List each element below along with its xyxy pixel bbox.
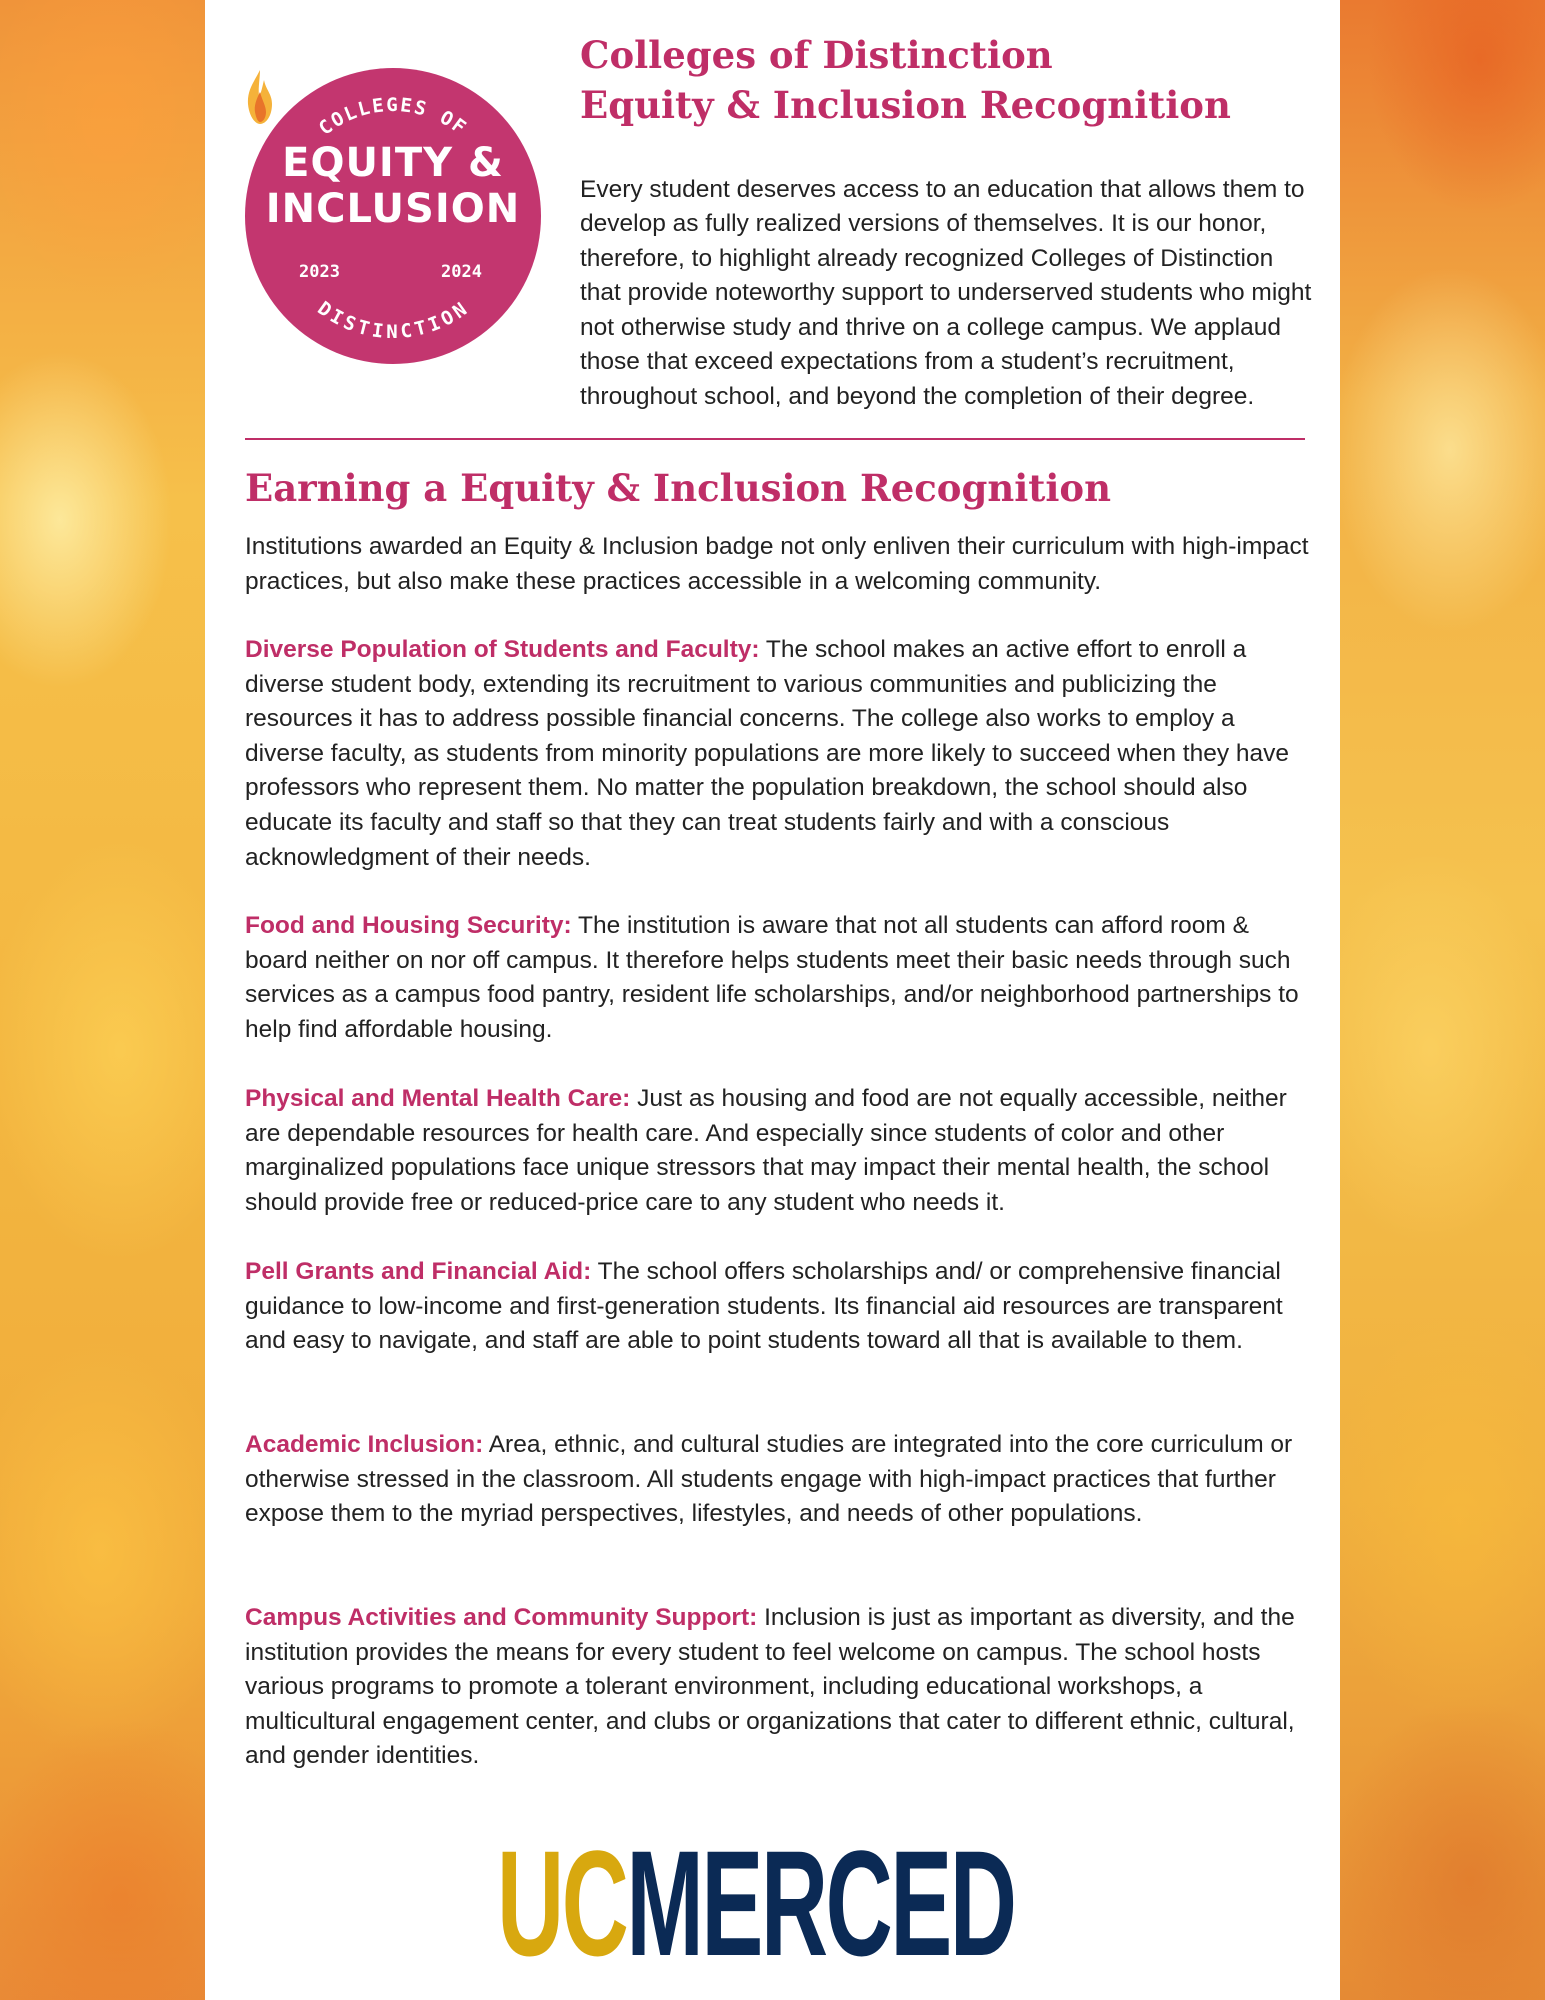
criterion-paragraph bbox=[245, 1601, 1310, 1774]
logo-merced-text: MERCED bbox=[626, 1819, 1015, 1987]
section-divider bbox=[245, 438, 1305, 440]
svg-text:COLLEGES OF bbox=[315, 94, 472, 140]
criterion-text: The school offers scholarships and/ or comprehensive financial guidance to low-income and first-generation students. Its financial aid resources are transparent and easy to navigate, and staff are able to point students toward all that is available to them. bbox=[245, 1258, 1283, 1355]
criterion-text: The institution is aware that not all students can afford room & board neither on nor off campus. It therefore helps students meet their basic needs through such services as a campus food pantry, resident life scholarships, and/or neighborhood partnerships to help find affordable housing. bbox=[245, 912, 1299, 1043]
criterion-paragraph bbox=[245, 1428, 1310, 1532]
criterion-term: Diverse Population of Students and Faculty: bbox=[245, 636, 760, 663]
document-page bbox=[205, 0, 1340, 2000]
uc-merced-logo bbox=[497, 1819, 1015, 1987]
criterion-paragraph bbox=[245, 633, 1310, 875]
criterion-term: Food and Housing Security: bbox=[245, 912, 572, 939]
badge-line-inclusion: INCLUSION bbox=[265, 186, 521, 232]
badge-arc-top-text: COLLEGES OF bbox=[314, 94, 472, 140]
equity-inclusion-badge bbox=[245, 68, 541, 364]
page-title-line-2: Equity & Inclusion Recognition bbox=[580, 83, 1231, 127]
page-title-line-1: Colleges of Distinction bbox=[580, 33, 1053, 77]
section-heading: Earning a Equity & Inclusion Recognition bbox=[245, 466, 1112, 510]
criterion-term: Academic Inclusion: bbox=[245, 1431, 484, 1458]
background-left-decoration bbox=[0, 0, 205, 2000]
badge-line-equity: EQUITY & bbox=[282, 140, 504, 186]
badge-arc-bottom-text: DISTINCTION bbox=[313, 297, 473, 343]
intro-paragraph: Every student deserves access to an education that allows them to develop as fully realized versions of themselves. It is our honor, therefore, to highlight already recognized Colleges of Distinction that provide noteworthy support to underserved students who might not otherwise study and thrive on a college campus. We applaud those that exceed expectations from a student’s recruitment, throughout school, and beyond the completion of their degree. bbox=[580, 175, 1312, 411]
background-right-decoration bbox=[1340, 0, 1545, 2000]
criterion-term: Campus Activities and Community Support: bbox=[245, 1604, 758, 1631]
criterion-paragraph bbox=[245, 1255, 1310, 1359]
badge-year-end: 2024 bbox=[441, 262, 482, 282]
flame-icon bbox=[245, 68, 275, 126]
criterion-paragraph bbox=[245, 909, 1310, 1047]
logo-uc-text: UC bbox=[497, 1819, 627, 1987]
criterion-text: Area, ethnic, and cultural studies are integrated into the core curriculum or otherwise stressed in the classroom. All students engage with high-impact practices that further expose them to the myriad perspectives, lifestyles, and needs of other populations. bbox=[245, 1431, 1293, 1528]
page-title bbox=[580, 30, 1300, 130]
criterion-text: Inclusion is just as important as diversity, and the institution provides the means for every student to feel welcome on campus. The school hosts various programs to promote a tolerant environment, including educational workshops, a multicultural engagement center, and clubs or organizations that cater to different ethnic, cultural, and gender identities. bbox=[245, 1604, 1295, 1770]
badge-year-start: 2023 bbox=[299, 262, 340, 282]
criterion-term: Physical and Mental Health Care: bbox=[245, 1085, 631, 1112]
svg-text:DISTINCTION bbox=[314, 297, 473, 343]
criterion-text: The school makes an active effort to enroll a diverse student body, extending its recruitment to various communities and publicizing the resources it has to address possible financial concerns. The college also works to employ a diverse faculty, as students from minority populations are more likely to succeed when they have professors who represent them. No matter the population breakdown, the school should also educate its faculty and staff so that they can treat students fairly and with a conscious acknowledgment of their needs. bbox=[245, 636, 1290, 871]
lead-paragraph: Institutions awarded an Equity & Inclusion badge not only enliven their curriculum with high-impact practices, but also make these practices accessible in a welcoming community. bbox=[245, 533, 1309, 595]
criterion-term: Pell Grants and Financial Aid: bbox=[245, 1258, 592, 1285]
criterion-paragraph bbox=[245, 1082, 1310, 1220]
criterion-text: Just as housing and food are not equally accessible, neither are dependable resources for health care. And especially since students of color and other marginalized populations face unique stressors that may impact their mental health, the school should provide free or reduced-price care to any student who needs it. bbox=[245, 1085, 1287, 1216]
